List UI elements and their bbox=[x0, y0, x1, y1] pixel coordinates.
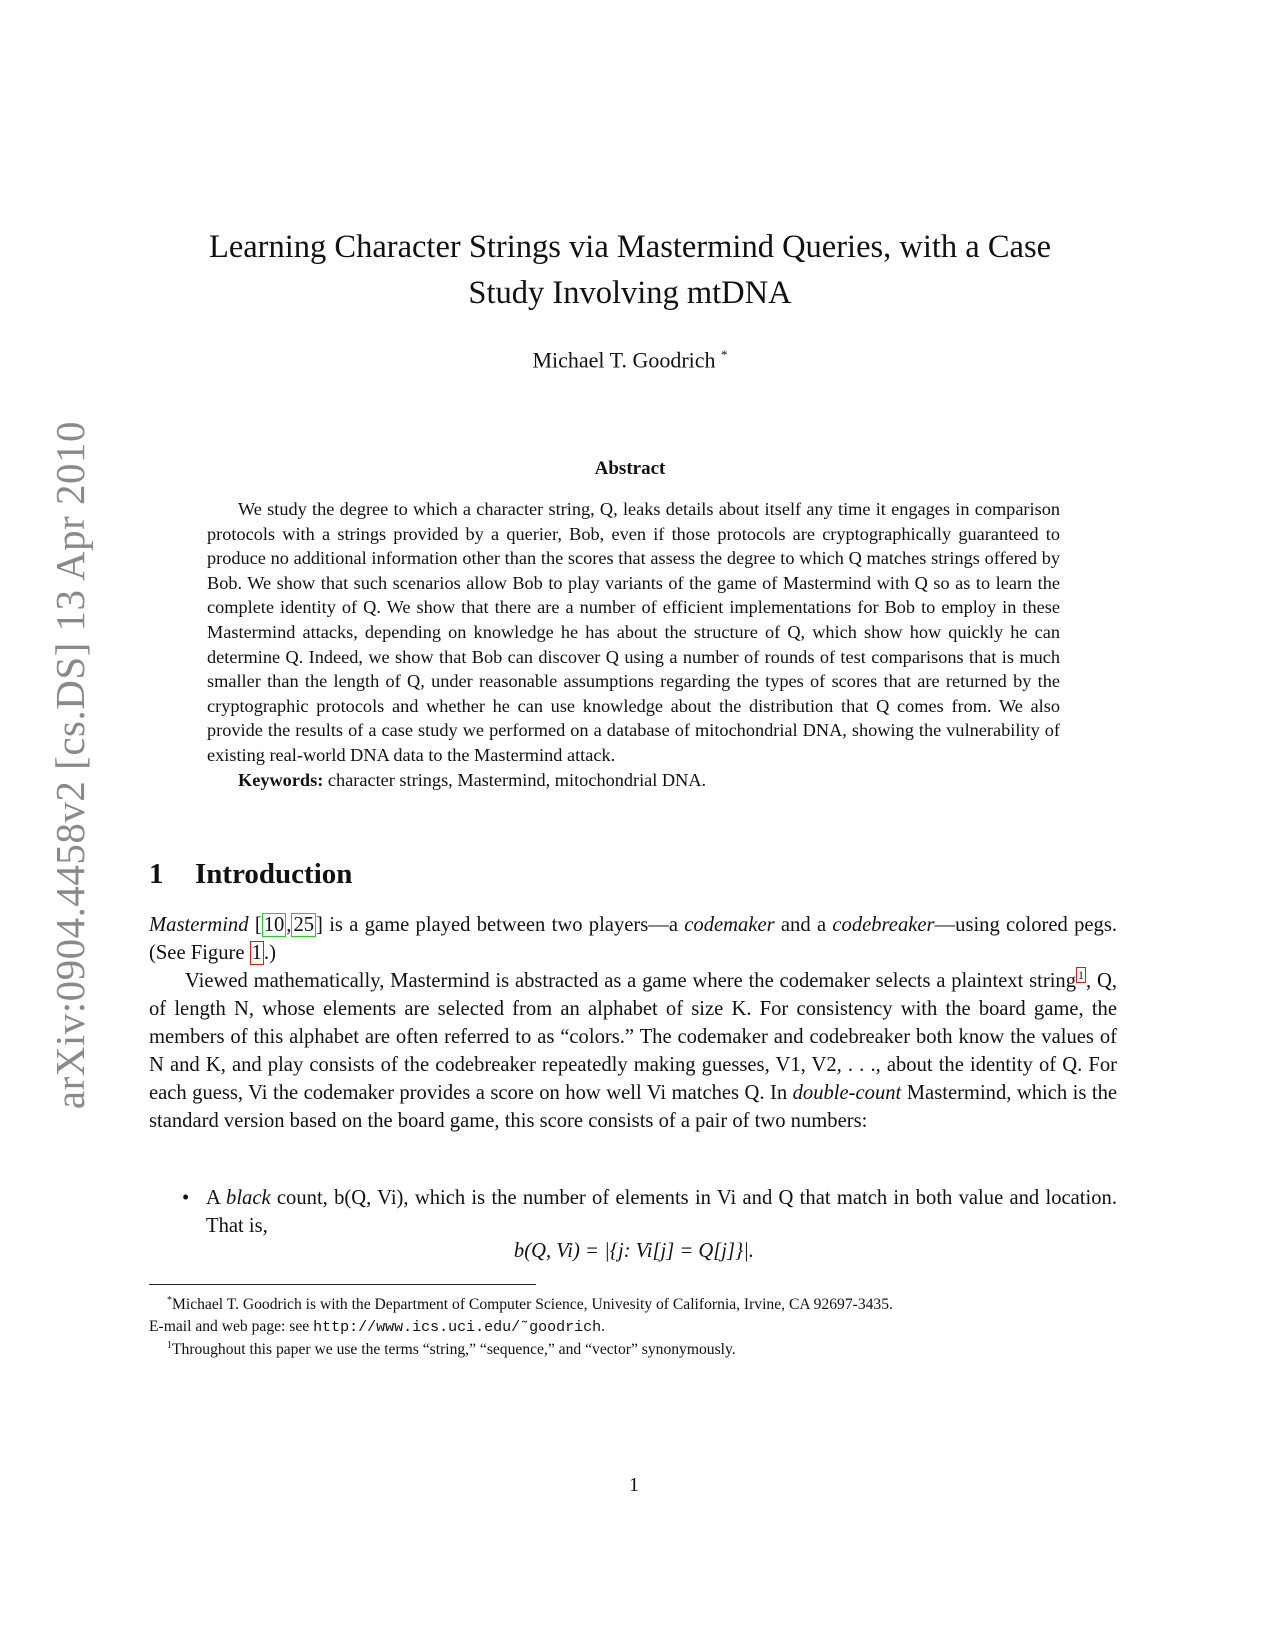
figure-link[interactable]: 1 bbox=[251, 942, 262, 964]
para1-text-c: —using colored pegs. (See Figure bbox=[149, 914, 1117, 964]
author-name: Michael T. Goodrich bbox=[532, 347, 716, 373]
section-title: Introduction bbox=[195, 858, 353, 890]
intro-body bbox=[149, 911, 1117, 1135]
intro-paragraph-1: Mastermind [10,25] is a game played between two players—a codemaker and a codebreaker—using colored pegs. (See Figure 1.) bbox=[149, 914, 1117, 964]
title-line-2: Study Involving mtDNA bbox=[468, 275, 792, 311]
title-line-1: Learning Character Strings via Mastermind Queries, with a Case bbox=[208, 229, 1052, 265]
abstract-body bbox=[207, 497, 1060, 792]
keywords-line bbox=[207, 768, 1060, 793]
keywords-label: Keywords: bbox=[238, 769, 324, 790]
section-heading bbox=[149, 858, 352, 891]
codemaker-term: codemaker bbox=[684, 914, 775, 936]
page-number: 1 bbox=[629, 1474, 639, 1496]
author-footnote-mark: * bbox=[721, 347, 728, 362]
footnote-divider bbox=[149, 1284, 536, 1285]
bullet-text bbox=[206, 1184, 1117, 1240]
para2-text-c: Mastermind, which is the standard version based on the board game, this score consists of a pair of two numbers: bbox=[149, 1082, 1118, 1132]
citation-link[interactable]: 10 bbox=[263, 914, 285, 936]
arxiv-margin-stamp: arXiv:0904.4458v2 [cs.DS] 13 Apr 2010 bbox=[47, 420, 93, 1110]
intro-paragraph-2 bbox=[149, 967, 1117, 1135]
footnote-author-line-1 bbox=[149, 1290, 1117, 1316]
list-item bbox=[149, 1184, 1117, 1240]
bullet-text-b: count, b(Q, Vi), which is the number of elements in Vi and Q that match in both value and location. That is, bbox=[206, 1187, 1117, 1237]
footnote-link[interactable]: 1 bbox=[1078, 968, 1085, 983]
bullet-text-a: A bbox=[206, 1187, 220, 1209]
footnote-author bbox=[149, 1290, 1117, 1339]
paper-title bbox=[150, 224, 1110, 316]
display-equation: b(Q, Vi) = |{j: Vi[j] = Q[j]}|. bbox=[513, 1240, 755, 1262]
abstract-text: We study the degree to which a character string, Q, leaks details about itself any time it engages in comparison protocols with a strings provided by a querier, Bob, even if those protocols are cryptographically guaranteed to produce no additional information other than the scores that assess the degree to which Q matches strings offered by Bob. We show that such scenarios allow Bob to play variants of the game of Mastermind with Q so as to learn the complete identity of Q. We show that there are a number of efficient implementations for Bob to employ in these Mastermind attacks, depending on knowledge he has about the structure of Q, which show how quickly he can determine Q. Indeed, we show that Bob can discover Q using a number of rounds of test comparisons that is much smaller than the length of Q, under reasonable assumptions regarding the types of scores that are returned by the cryptographic protocols and whether he can use knowledge about the distribution that Q comes from. We also provide the results of a case study we performed on a database of mitochondrial DNA, showing the vulnerability of existing real-world DNA data to the Mastermind attack. bbox=[207, 499, 1060, 765]
author-line bbox=[150, 347, 1110, 373]
black-term: black bbox=[226, 1187, 271, 1209]
footnote-end: . bbox=[601, 1318, 606, 1336]
footnote-terms-text: Throughout this paper we use the terms “string,” “sequence,” and “vector” synonymously. bbox=[172, 1341, 736, 1359]
bullet-icon: • bbox=[182, 1187, 190, 1209]
homepage-link[interactable]: http://www.ics.uci.edu/˜goodrich bbox=[313, 1319, 602, 1337]
section-number: 1 bbox=[149, 858, 164, 890]
double-count-term: double-count bbox=[792, 1082, 902, 1104]
codebreaker-term: codebreaker bbox=[832, 914, 935, 936]
citation-link[interactable]: 25 bbox=[293, 914, 315, 936]
keywords-text: character strings, Mastermind, mitochondrial DNA. bbox=[327, 769, 707, 790]
para1-text-a: is a game played between two players—a bbox=[329, 914, 678, 936]
mastermind-term: Mastermind bbox=[149, 914, 249, 936]
para1-text-d: .) bbox=[263, 942, 276, 964]
para2-text-a: Viewed mathematically, Mastermind is abstracted as a game where the codemaker selects a plaintext string bbox=[185, 970, 1077, 992]
para1-text-b: and a bbox=[780, 914, 827, 936]
footnote-terms bbox=[149, 1335, 1117, 1361]
footnote-mark: 1 bbox=[167, 1340, 172, 1351]
footnote-email-label: E-mail and web page: see bbox=[149, 1318, 310, 1336]
abstract-heading: Abstract bbox=[594, 458, 666, 479]
footnote-author-text: Michael T. Goodrich is with the Department of Computer Science, Univesity of California, Irvine, CA 92697-3435. bbox=[172, 1296, 893, 1314]
para2-text-b: , Q, of length N, whose elements are selected from an alphabet of size K. For consistency with the board game, the members of this alphabet are often referred to as “colors.” The codemaker and codebreaker both know the values of N and K, and play consists of the codebreaker repeatedly making guesses, V1, V2, . . ., about the identity of Q. For each guess, Vi the codemaker provides a score on how well Vi matches Q. In bbox=[149, 970, 1117, 1104]
footnote-mark: * bbox=[167, 1295, 172, 1306]
